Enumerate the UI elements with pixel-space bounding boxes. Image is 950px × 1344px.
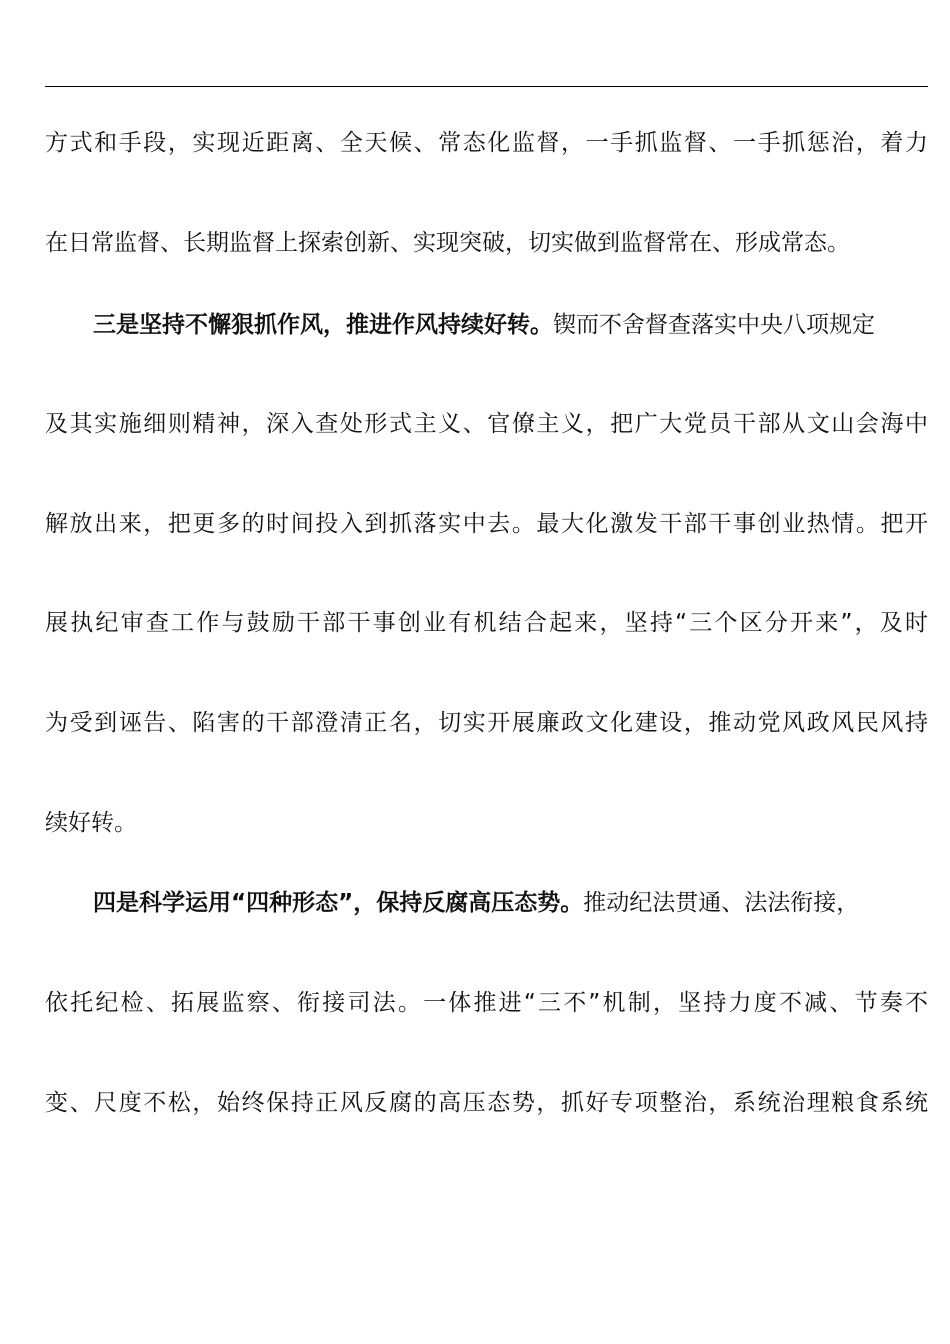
text-line-6: 展执纪审查工作与鼓励干部干事创业有机结合起来，坚持“三个区分开来”，及时 — [45, 610, 928, 636]
paragraph-three-text: 锲而不舍督查落实中央八项规定 — [553, 312, 875, 338]
text-line-7: 为受到诬告、陷害的干部澄清正名，切实开展廉政文化建设，推动党风政风民风持 — [45, 710, 928, 736]
paragraph-four-heading: 四是科学运用“四种形态”，保持反腐高压态势。 — [93, 890, 584, 916]
paragraph-four-first-line — [93, 888, 928, 918]
text-line-4: 及其实施细则精神，深入查处形式主义、官僚主义，把广大党员干部从文山会海中 — [45, 411, 928, 437]
text-line-1: 方式和手段，实现近距离、全天候、常态化监督，一手抓监督、一手抓惩治，着力 — [45, 130, 928, 156]
text-line-11: 变、尺度不松，始终保持正风反腐的高压态势，抓好专项整治，系统治理粮食系统 — [45, 1090, 928, 1116]
header-rule — [45, 86, 928, 87]
text-line-10: 依托纪检、拓展监察、衔接司法。一体推进“三不”机制，坚持力度不减、节奏不 — [45, 990, 928, 1016]
text-line-2: 在日常监督、长期监督上探索创新、实现突破，切实做到监督常在、形成常态。 — [45, 230, 850, 256]
paragraph-four-text: 推动纪法贯通、法法衔接， — [583, 890, 860, 916]
text-line-8: 续好转。 — [45, 810, 137, 836]
text-line-5: 解放出来，把更多的时间投入到抓落实中去。最大化激发干部干事创业热情。把开 — [45, 511, 928, 537]
paragraph-three-heading: 三是坚持不懈狠抓作风，推进作风持续好转。 — [93, 312, 553, 338]
paragraph-three-first-line — [93, 310, 928, 340]
